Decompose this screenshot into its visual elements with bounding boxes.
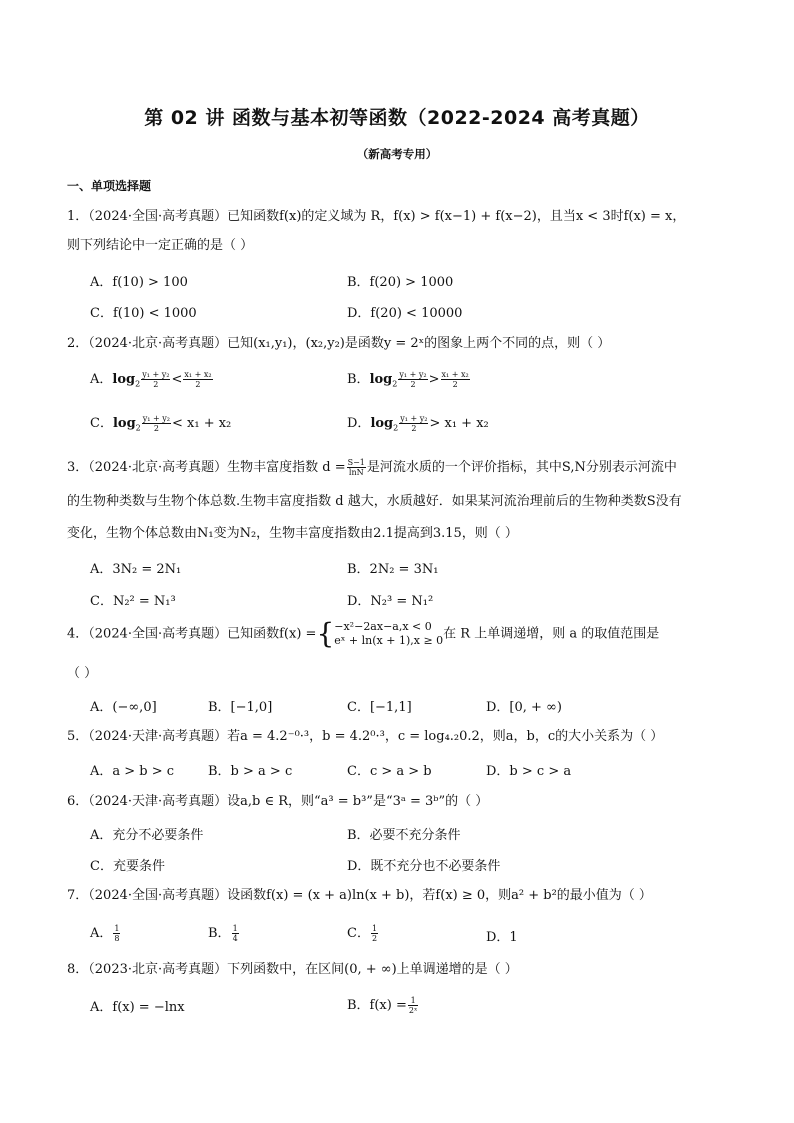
question-4-stem-line2: （ ）	[67, 666, 98, 681]
question-8-stem: 8．（2023·北京·高考真题）下列函数中，在区间(0, + ∞)上单调递增的是（ ）	[67, 962, 518, 977]
log-label: log	[370, 416, 394, 431]
frac-numerator: x₁ + x₂	[184, 370, 212, 379]
fraction	[141, 370, 170, 389]
option-letter: B．	[208, 926, 231, 941]
option-letter: A．	[90, 926, 113, 941]
question-2-stem: 2．（2024·北京·高考真题）已知(x₁,y₁)，(x₂,y₂)是函数y = 2ˣ的图象上两个不同的点，则（ ）	[67, 336, 611, 351]
question-3-stem-pre: 3．（2024·北京·高考真题）生物丰富度指数	[67, 460, 319, 475]
question-3-d: d =	[322, 460, 346, 475]
fraction	[347, 458, 366, 477]
frac-denominator: 2	[452, 380, 458, 389]
question-1-option-d: D．f(20) < 10000	[347, 306, 463, 321]
question-1-stem: 1．（2024·全国·高考真题）已知函数f(x)的定义域为 R，f(x) > f(x−1) + f(x−2)，且当x < 3时f(x) = x，	[67, 209, 686, 224]
question-4-option-a: A．(−∞,0]	[90, 700, 157, 715]
piecewise-function	[316, 617, 444, 650]
operator: <	[171, 372, 183, 387]
question-4-option-b: B．[−1,0]	[208, 700, 273, 715]
operator: < x₁ + x₂	[172, 416, 232, 431]
frac-denominator: 2ˣ	[408, 1006, 418, 1015]
operator: >	[428, 372, 440, 387]
question-7-option-d: D．1	[486, 930, 518, 945]
option-text: B．f(x) =	[347, 998, 407, 1013]
option-letter: A．	[90, 372, 113, 387]
question-6-option-b: B．必要不充分条件	[347, 828, 461, 843]
question-4-stem	[67, 617, 747, 650]
frac-denominator: 2	[371, 934, 378, 943]
operator: > x₁ + x₂	[429, 416, 489, 431]
question-5-option-a: A．a > b > c	[90, 764, 175, 779]
frac-numerator: S−1	[347, 458, 365, 467]
log-base: 2	[392, 379, 398, 389]
question-2-option-c	[90, 412, 231, 433]
log-base: 2	[135, 423, 141, 433]
question-3-option-d: D．N₂³ = N₁²	[347, 594, 434, 609]
fraction	[408, 996, 418, 1015]
frac-numerator: 1	[114, 924, 120, 933]
log-label: log	[112, 372, 136, 387]
log-base: 2	[393, 423, 399, 433]
frac-numerator: 1	[408, 996, 418, 1006]
question-3-stem-line3: 变化，生物个体总数由N₁变为N₂，生物丰富度指数由2.1提高到3.15，则（ ）	[67, 526, 518, 541]
question-3-option-b: B．2N₂ = 3N₁	[347, 562, 439, 577]
question-5-option-c: C．c > a > b	[347, 764, 432, 779]
question-2-option-b	[347, 368, 471, 389]
frac-numerator: y₁ + y₂	[399, 370, 427, 379]
frac-denominator: lnN	[348, 468, 364, 477]
fraction	[142, 414, 171, 433]
section-heading: 一、单项选择题	[67, 179, 152, 193]
piecewise-rows	[334, 620, 443, 648]
page-subtitle: （新高考专用）	[356, 147, 438, 161]
question-3-stem-line2: 的生物种类数与生物个体总数.生物丰富度指数 d 越大，水质越好．如果某河流治理前后的生物种类数S没有	[67, 494, 682, 509]
fraction	[371, 924, 378, 943]
question-5-stem: 5．（2024·天津·高考真题）若a = 4.2⁻⁰·³，b = 4.2⁰·³，c = log₄.₂0.2，则a，b，c的大小关系为（ ）	[67, 729, 664, 744]
frac-numerator: y₁ + y₂	[142, 414, 170, 423]
option-letter: D．	[347, 416, 371, 431]
frac-numerator: 1	[371, 924, 378, 933]
option-letter: C．	[347, 926, 370, 941]
question-2-option-a	[90, 368, 214, 389]
frac-denominator: 8	[114, 934, 120, 943]
question-1-option-b: B．f(20) > 1000	[347, 275, 454, 290]
fraction	[441, 370, 470, 389]
frac-denominator: 2	[153, 424, 159, 433]
fraction	[183, 370, 212, 389]
option-letter: C．	[90, 416, 113, 431]
fraction	[398, 370, 427, 389]
question-6-option-a: A．充分不必要条件	[90, 828, 204, 843]
fraction	[399, 414, 428, 433]
question-4-stem-post: 在 R 上单调递增，则 a 的取值范围是	[443, 626, 660, 642]
frac-numerator: y₁ + y₂	[142, 370, 170, 379]
frac-denominator: 2	[411, 424, 417, 433]
question-3-option-a: A．3N₂ = 2N₁	[90, 562, 182, 577]
question-6-option-c: C．充要条件	[90, 859, 165, 874]
frac-numerator: 1	[232, 924, 238, 933]
log-label: log	[112, 416, 136, 431]
question-7-option-b	[208, 922, 240, 943]
log-label: log	[369, 372, 393, 387]
option-letter: B．	[347, 372, 370, 387]
question-3-stem	[67, 458, 747, 478]
question-3-stem-post: 是河流水质的一个评价指标，其中S,N分别表示河流中	[366, 460, 677, 475]
question-7-stem: 7．（2024·全国·高考真题）设函数f(x) = (x + a)ln(x + b)，若f(x) ≥ 0，则a² + b²的最小值为（ ）	[67, 888, 652, 903]
question-7-option-c	[347, 922, 379, 943]
log-base: 2	[135, 379, 141, 389]
frac-numerator: x₁ + x₂	[441, 370, 469, 379]
fraction	[113, 924, 120, 943]
question-3-option-c: C．N₂² = N₁³	[90, 594, 176, 609]
frac-denominator: 2	[410, 380, 416, 389]
question-8-option-b	[347, 994, 419, 1015]
question-2-option-d	[347, 412, 489, 433]
question-5-option-d: D．b > c > a	[486, 764, 572, 779]
frac-denominator: 2	[153, 380, 159, 389]
fraction	[232, 924, 239, 943]
question-1-stem-cont: 则下列结论中一定正确的是（ ）	[67, 238, 254, 253]
case-1: −x²−2ax−a,x < 0	[334, 620, 432, 633]
question-4-option-d: D．[0, + ∞)	[486, 700, 562, 715]
question-4-option-c: C．[−1,1]	[347, 700, 412, 715]
question-4-stem-pre: 4．（2024·全国·高考真题）已知函数f(x) =	[67, 626, 317, 642]
page-title: 第 02 讲 函数与基本初等函数（2022-2024 高考真题）	[144, 107, 650, 129]
frac-denominator: 4	[232, 934, 238, 943]
question-6-stem: 6．（2024·天津·高考真题）设a,b ∈ R，则“a³ = b³”是“3ᵃ = 3ᵇ”的（ ）	[67, 794, 489, 809]
question-7-option-a	[90, 922, 121, 943]
case-2: eˣ + ln(x + 1),x ≥ 0	[334, 634, 444, 647]
question-1-option-c: C．f(10) < 1000	[90, 306, 197, 321]
frac-denominator: 2	[195, 380, 201, 389]
question-5-option-b: B．b > a > c	[208, 764, 293, 779]
question-8-option-a: A．f(x) = −lnx	[90, 1000, 185, 1015]
question-6-option-d: D．既不充分也不必要条件	[347, 859, 501, 874]
question-1-option-a: A．f(10) > 100	[90, 275, 188, 290]
brace-icon: {	[316, 617, 335, 650]
frac-numerator: y₁ + y₂	[400, 414, 428, 423]
